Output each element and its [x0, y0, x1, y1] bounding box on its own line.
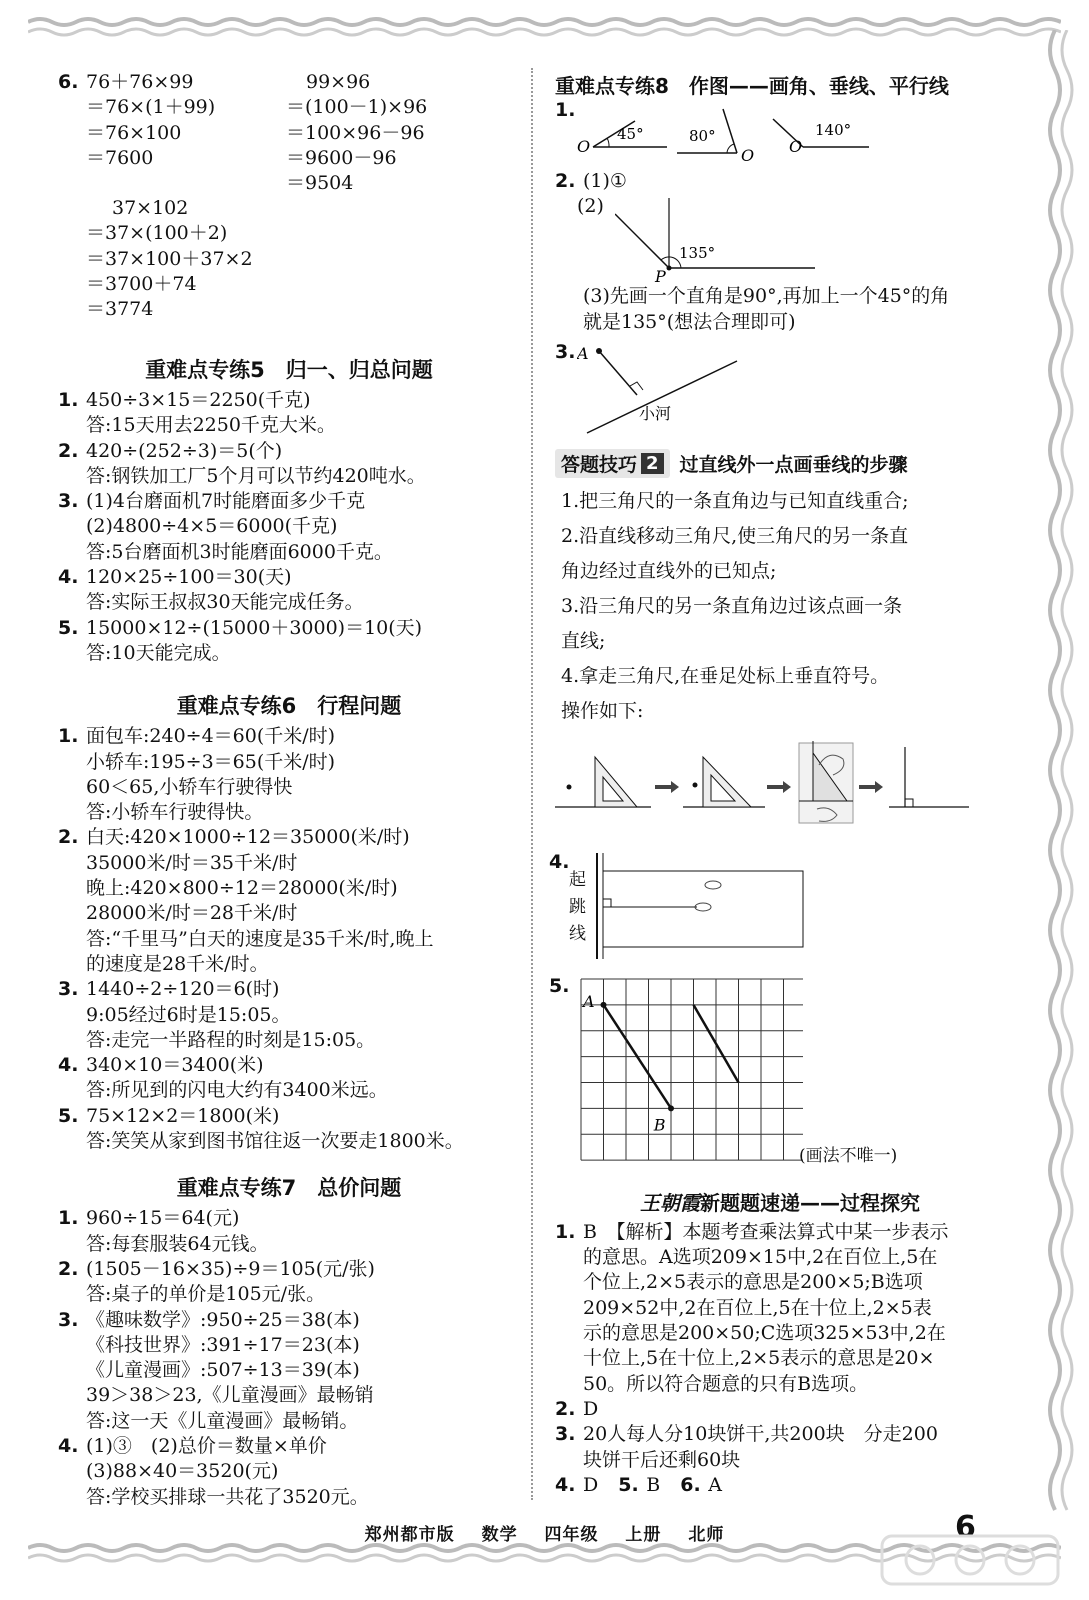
- answer: D: [583, 1473, 599, 1496]
- answer-line: [58, 952, 520, 977]
- answer-text: 晚上:420×800÷12＝28000(米/时): [86, 877, 398, 900]
- answer-text: 面包车:240÷4＝60(千米/时): [86, 725, 336, 748]
- answer-text: 答:5台磨面机3时能磨面6000千克。: [86, 540, 393, 563]
- question-number: 2.: [58, 439, 79, 462]
- answer-line: [58, 1358, 520, 1383]
- question-number: 5.: [549, 974, 570, 997]
- answer-line: [555, 1397, 1005, 1422]
- answer-text: 15000×12÷(15000＋3000)＝10(天): [86, 616, 423, 639]
- answer-line: [555, 1372, 1005, 1397]
- question-5: [549, 974, 1005, 1171]
- question-number: 3.: [58, 1308, 79, 1331]
- answer-text: (1)③ (2)总价＝数量×单价: [86, 1434, 327, 1457]
- tip-line: 2.沿直线移动三角尺,使三角尺的另一条直: [561, 524, 909, 547]
- calc-c: [58, 196, 253, 322]
- tip-badge-label: 答题技巧: [561, 453, 638, 476]
- answer-text: (3)88×40＝3520(元): [86, 1460, 279, 1483]
- answer-line: [555, 1346, 1005, 1371]
- footprint-icon: [705, 881, 721, 889]
- answer-line: [555, 1245, 1005, 1270]
- answer-line: [58, 1078, 520, 1103]
- answer-line: [58, 876, 520, 901]
- question-number: 4.: [58, 1434, 79, 1457]
- answer-tip-header: [555, 449, 1005, 478]
- answer-line: [58, 1028, 520, 1053]
- calc-line: ＝7600: [86, 146, 154, 169]
- answer: A: [708, 1473, 723, 1496]
- answer-text: 960÷15＝64(元): [86, 1207, 240, 1230]
- answer-line: [58, 1434, 520, 1459]
- angle-label-45: 45°: [617, 125, 644, 143]
- section-title-5: 重难点专练5 归一、归总问题: [145, 358, 433, 382]
- label-char: 起: [569, 869, 586, 890]
- answer-text: 35000米/时＝35千米/时: [86, 851, 298, 874]
- arrow-icon: [655, 781, 679, 793]
- question-number: 5.: [58, 616, 79, 639]
- tip-steps: [555, 484, 1005, 729]
- answer-text: 答:小轿车行驶得快。: [86, 801, 264, 824]
- column-divider: [531, 68, 533, 1500]
- footer-grade: 四年级: [544, 1525, 599, 1545]
- answer-line: [58, 1003, 520, 1028]
- calc-line: 76＋76×99: [86, 71, 194, 93]
- new-section-title: [555, 1187, 1005, 1216]
- new-section-title-text: 新题题速递——过程探究: [700, 1190, 920, 1215]
- answer-text: 答:15天用去2250千克大米。: [86, 414, 336, 437]
- label-char: 线: [569, 923, 586, 944]
- question-number: 4.: [549, 850, 570, 873]
- vertex-label: O: [577, 137, 591, 156]
- question-number: 6.: [680, 1473, 701, 1496]
- question-1-angles: [555, 99, 1005, 163]
- footer-volume: 上册: [625, 1525, 662, 1545]
- answer-text: 块饼干后还剩60块: [583, 1448, 741, 1471]
- answer-line: [58, 750, 520, 775]
- answer-line: [58, 1333, 520, 1358]
- answer-line: [58, 1409, 520, 1434]
- calc-line: ＝76×(1＋99): [86, 96, 216, 119]
- question-number: 3.: [555, 340, 576, 363]
- tip-line: 3.沿三角尺的另一条直角边过该点画一条: [561, 594, 903, 617]
- answer-text: 209×52中,2在百位上,5在十位上,2×5表: [583, 1296, 932, 1319]
- answer-text: 答:钢铁加工厂5个月可以节约420吨水。: [86, 464, 426, 487]
- answer-line: [58, 775, 520, 800]
- river-perpendicular-drawing: [577, 341, 757, 437]
- answer-line: [58, 1459, 520, 1484]
- calc-b: [286, 70, 427, 196]
- calc-line: ＝76×100: [86, 121, 182, 144]
- q2-part3: (3)先画一个直角是90°,再加上一个45°的角: [583, 285, 950, 308]
- section-title-6: 重难点专练6 行程问题: [176, 694, 402, 719]
- parallel-lines-grid: [567, 975, 803, 1165]
- footer-publisher: 北师: [688, 1525, 725, 1545]
- tip-line: 4.拿走三角尺,在垂足处标上垂直符号。: [561, 664, 890, 687]
- jump-line-label: [569, 867, 586, 948]
- answer-line: [58, 1282, 520, 1307]
- tip-line: 1.把三角尺的一条直角边与已知直线重合;: [561, 489, 909, 512]
- question-number: 1.: [58, 1207, 79, 1230]
- question-number: 5.: [58, 1104, 79, 1127]
- answer-text: 9:05经过6时是15:05。: [86, 1003, 291, 1026]
- q2-part1: (1)①: [583, 170, 627, 192]
- answer-line: [58, 1485, 520, 1510]
- calc-line: ＝37×(100＋2): [86, 222, 228, 245]
- arrow-icon: [859, 781, 883, 793]
- answer-text: 答:实际王叔叔30天能完成任务。: [86, 591, 364, 614]
- point: [668, 1105, 674, 1111]
- answer-line: [58, 724, 520, 749]
- long-jump-diagram: [591, 851, 811, 961]
- answer-text: 答:走完一半路程的时刻是15:05。: [86, 1028, 376, 1051]
- answer-line: [58, 1053, 520, 1078]
- answer-line: [555, 1321, 1005, 1346]
- q2-part2: (2): [577, 195, 604, 218]
- footer-edition: 郑州都市版: [364, 1525, 455, 1545]
- answer-line: [58, 439, 520, 464]
- answer-text: (2)4800÷4×5＝6000(千克): [86, 515, 338, 538]
- answer-line: [58, 1257, 520, 1282]
- decorative-frame-right: [1041, 30, 1081, 1530]
- answer-line: [555, 1296, 1005, 1321]
- footprint-icon: [695, 903, 711, 911]
- new-section-answers: [555, 1220, 1005, 1473]
- point: [601, 1002, 607, 1008]
- answer-line: [58, 851, 520, 876]
- angle-label-80: 80°: [689, 127, 716, 145]
- calc-line: ＝3700＋74: [86, 272, 197, 295]
- answer-text: 个位上,2×5表示的意思是200×5;B选项: [583, 1271, 923, 1294]
- page-number: 6: [955, 1510, 976, 1545]
- angle-drawings: [577, 99, 877, 163]
- vertex-label: O: [789, 137, 803, 156]
- question-number: 2.: [555, 170, 576, 192]
- triangle-ruler-steps-diagram: [555, 735, 975, 825]
- answer-line: [58, 616, 520, 641]
- answer-line: [58, 1206, 520, 1231]
- drawing-note: (画法不唯一): [799, 1145, 898, 1166]
- section-6-answers: [58, 724, 520, 1154]
- angle-label-140: 140°: [815, 121, 852, 139]
- footer-subject: 数学: [481, 1525, 518, 1545]
- answers-4-6: [555, 1473, 1005, 1498]
- question-number: 2.: [58, 1257, 79, 1280]
- point-label-a: A: [583, 991, 595, 1011]
- answer-text: 20人每人分10块饼干,共200块 分走200: [583, 1423, 938, 1446]
- question-number: 2.: [58, 826, 79, 849]
- watermark-logo: [880, 1530, 1060, 1590]
- answer-text: 答:“千里马”白天的速度是35千米/时,晚上: [86, 927, 434, 950]
- right-column: [549, 70, 1005, 1498]
- left-column: [58, 70, 520, 1510]
- question-number: 5.: [618, 1473, 639, 1496]
- answer-line: [58, 1232, 520, 1257]
- question-number: 2.: [555, 1397, 576, 1420]
- answer-text: (1)4台磨面机7时能磨面多少千克: [86, 490, 366, 513]
- answer-line: [58, 1104, 520, 1129]
- question-number: 1.: [555, 99, 576, 121]
- label-char: 跳: [569, 896, 586, 917]
- answer-text: 答:10天能完成。: [86, 641, 231, 664]
- point-label: A: [577, 343, 589, 363]
- section-7-answers: [58, 1206, 520, 1510]
- answer: B: [646, 1473, 661, 1496]
- answer-text: (1505－16×35)÷9＝105(元/张): [86, 1257, 375, 1280]
- answer-line: [58, 388, 520, 413]
- answer-line: [58, 413, 520, 438]
- question-number: 4.: [58, 566, 79, 589]
- brand-logo: 王朝霞: [640, 1190, 700, 1215]
- answer-text: 420÷(252÷3)＝5(个): [86, 439, 283, 462]
- answer-text: 《趣味数学》:950÷25＝38(本): [86, 1308, 360, 1331]
- answer-text: 75×12×2＝1800(米): [86, 1104, 280, 1127]
- answer-text: 1440÷2÷120＝6(时): [86, 978, 280, 1001]
- tip-title: 过直线外一点画垂线的步骤: [679, 453, 908, 476]
- question-6-calculations: [58, 70, 520, 340]
- question-number: 1.: [58, 389, 79, 411]
- question-number: 3.: [555, 1423, 576, 1446]
- section-title-8: 重难点专练8 作图——画角、垂线、平行线: [555, 74, 949, 98]
- answer-text: 答:这一天《儿童漫画》最畅销。: [86, 1409, 359, 1432]
- answer-text: 十位上,5在十位上,2×5表示的意思是20×: [583, 1347, 935, 1370]
- tip-number: 2: [641, 453, 664, 474]
- answer-line: [555, 1220, 1005, 1245]
- calc-line: 99×96: [306, 71, 371, 93]
- answer-text: 《科技世界》:391÷17＝23(本): [86, 1333, 360, 1356]
- q2-part3: 就是135°(想法合理即可): [583, 310, 796, 333]
- question-number: 3.: [58, 978, 79, 1001]
- answer-text: 450÷3×15＝2250(千克): [86, 389, 311, 411]
- question-number: 1.: [58, 725, 79, 748]
- answer-line: [58, 977, 520, 1002]
- question-number: 4.: [555, 1473, 576, 1496]
- answer-line: [58, 800, 520, 825]
- tip-line: 直线;: [561, 629, 606, 652]
- tip-badge: [555, 449, 670, 478]
- angle-label: 135°: [679, 244, 716, 263]
- question-4: [549, 850, 1005, 961]
- answer-line: [58, 565, 520, 590]
- answer-text: 答:笑笑从家到图书馆往返一次要走1800米。: [86, 1130, 464, 1153]
- answer-text: 《儿童漫画》:507÷13＝39(本): [86, 1359, 360, 1382]
- question-2: [555, 169, 1005, 335]
- answer-line: [58, 1129, 520, 1154]
- answer-line: [58, 489, 520, 514]
- answer-line: [58, 590, 520, 615]
- point-label: P: [655, 267, 666, 285]
- answer-text: D: [583, 1397, 599, 1420]
- arrow-icon: [767, 781, 791, 793]
- calc-line: ＝37×100＋37×2: [86, 247, 253, 270]
- answer-line: [58, 1383, 520, 1408]
- answer-text: 50。所以符合题意的只有B选项。: [583, 1372, 869, 1395]
- answer-text: 39＞38＞23,《儿童漫画》最畅销: [86, 1384, 374, 1407]
- answer-line: [58, 641, 520, 666]
- answer-line: [555, 1448, 1005, 1473]
- answer-line: [58, 540, 520, 565]
- calc-line: ＝(100－1)×96: [286, 96, 428, 119]
- answer-text: 60＜65,小轿车行驶得快: [86, 775, 293, 798]
- calc-a: [58, 70, 215, 171]
- answer-line: [58, 514, 520, 539]
- answer-text: 示的意思是200×50;C选项325×53中,2在: [583, 1322, 946, 1345]
- point-label-b: B: [653, 1115, 666, 1135]
- answer-text: 答:桌子的单价是105元/张。: [86, 1283, 326, 1306]
- answer-text: 小轿车:195÷3＝65(千米/时): [86, 750, 336, 773]
- answer-line: [555, 1270, 1005, 1295]
- calc-line: ＝3774: [86, 298, 154, 321]
- answer-text: 的意思。A选项209×15中,2在百位上,5在: [583, 1246, 938, 1269]
- answer-line: [58, 901, 520, 926]
- answer-line: [58, 464, 520, 489]
- river-label: 小河: [639, 403, 672, 423]
- question-number: 4.: [58, 1054, 79, 1077]
- answer-text: 白天:420×1000÷12＝35000(米/时): [86, 826, 410, 849]
- calc-line: ＝9600－96: [286, 146, 397, 169]
- calc-line: ＝9504: [286, 172, 354, 195]
- answer-text: 340×10＝3400(米): [86, 1054, 264, 1077]
- decorative-frame-top: [28, 14, 1061, 40]
- question-number: 1.: [555, 1220, 576, 1243]
- question-3: [555, 341, 1005, 437]
- answer-line: [58, 927, 520, 952]
- answer-text: 的速度是28千米/时。: [86, 952, 269, 975]
- answer-text: 120×25÷100＝30(天): [86, 566, 292, 589]
- q2-drawing: [555, 194, 1005, 284]
- angle-135-drawing: [615, 194, 855, 284]
- answer-text: 答:每套服装64元钱。: [86, 1232, 269, 1255]
- tip-line: 角边经过直线外的已知点;: [561, 559, 777, 582]
- section-5-answers: [58, 388, 520, 666]
- tip-line: 操作如下:: [561, 699, 644, 722]
- answer-text: 28000米/时＝28千米/时: [86, 902, 298, 925]
- calc-line: ＝100×96－96: [286, 121, 425, 144]
- question-number: 6.: [58, 71, 79, 93]
- answer-text: B 【解析】本题考查乘法算式中某一步表示: [583, 1220, 949, 1243]
- answer-line: [555, 1422, 1005, 1447]
- answer-text: 答:所见到的闪电大约有3400米远。: [86, 1079, 388, 1102]
- question-number: 3.: [58, 490, 79, 513]
- answer-text: 答:学校买排球一共花了3520元。: [86, 1485, 369, 1508]
- vertex-label: O: [741, 146, 755, 163]
- section-title-7: 重难点专练7 总价问题: [176, 1176, 402, 1201]
- answer-line: [58, 1308, 520, 1333]
- calc-line: 37×102: [112, 197, 189, 219]
- answer-line: [58, 825, 520, 850]
